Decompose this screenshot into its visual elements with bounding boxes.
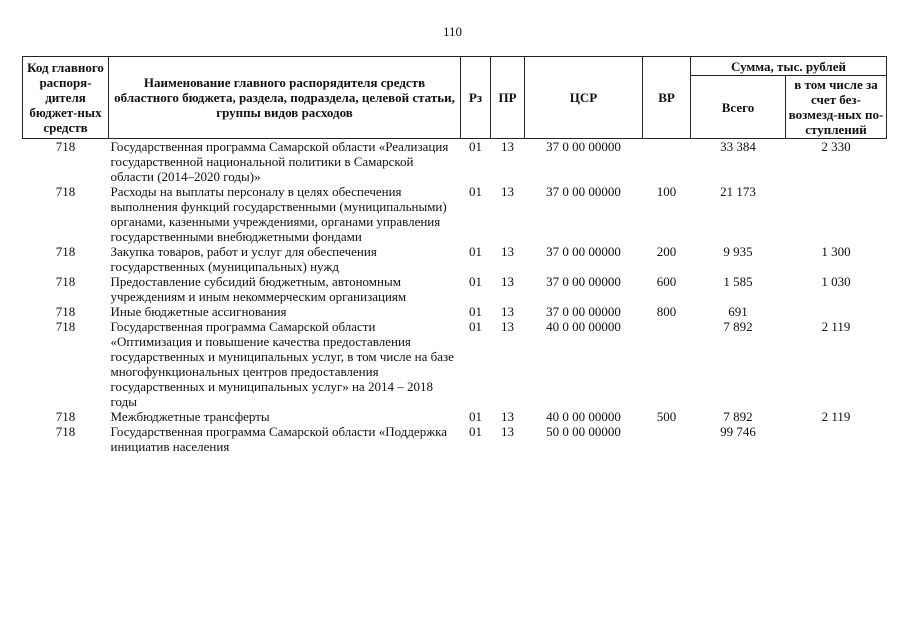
cell-rz: 01 [469, 184, 482, 199]
cell-pr: 13 [501, 424, 514, 439]
cell-pr: 13 [501, 409, 514, 424]
cell-total: 1 585 [723, 274, 753, 289]
cell-nonrepayable [786, 424, 887, 454]
cell-vr: 200 [656, 244, 677, 259]
cell-nonrepayable: 2 119 [821, 319, 851, 334]
cell-total: 9 935 [723, 244, 753, 259]
cell-total: 7 892 [723, 319, 753, 334]
header-rz: Рз [461, 57, 491, 139]
cell-pr: 13 [501, 244, 514, 259]
table-row [23, 409, 887, 424]
cell-rz: 01 [469, 319, 482, 334]
table-body [23, 139, 887, 455]
cell-csr: 37 0 00 00000 [546, 304, 621, 319]
budget-table [22, 56, 887, 454]
table-row [23, 304, 887, 319]
cell-rz: 01 [469, 244, 482, 259]
header-csr: ЦСР [525, 57, 643, 139]
cell-total: 33 384 [720, 139, 756, 154]
header-nonrepayable: в том числе за счет без-возмезд-ных по-ступлений [786, 76, 887, 139]
cell-nonrepayable: 2 119 [821, 409, 851, 424]
cell-code: 718 [55, 139, 76, 154]
cell-name: Государственная программа Самарской области «Оптимизация и повышение качества предоставления государственных и муниципальных услуг, в том числе на базе многофункциональных центров предоставления государственных и муниципальных услуг» на 2014 – 2018 годы [110, 319, 454, 409]
header-code: Код главного распоря-дителя бюджет-ных средств [23, 57, 109, 139]
cell-name: Закупка товаров, работ и услуг для обеспечения государственных (муниципальных) нужд [110, 244, 377, 274]
cell-csr: 37 0 00 00000 [546, 139, 621, 154]
cell-rz: 01 [469, 424, 482, 439]
cell-csr: 37 0 00 00000 [546, 184, 621, 199]
cell-name: Иные бюджетные ассигнования [110, 304, 287, 319]
cell-pr: 13 [501, 274, 514, 289]
table-header [23, 57, 887, 139]
cell-vr: 800 [656, 304, 677, 319]
cell-vr: 500 [656, 409, 677, 424]
cell-vr: 600 [656, 274, 677, 289]
cell-name: Государственная программа Самарской области «Реализация государственной национальной политики в Самарской области (2014–2020 годы)» [110, 139, 449, 184]
cell-rz: 01 [469, 409, 482, 424]
cell-vr [643, 319, 691, 409]
header-pr: ПР [491, 57, 525, 139]
cell-vr: 100 [656, 184, 677, 199]
cell-csr: 50 0 00 00000 [546, 424, 621, 439]
cell-code: 718 [55, 304, 76, 319]
table-row [23, 319, 887, 409]
table-row [23, 184, 887, 244]
header-sum: Сумма, тыс. рублей [691, 57, 887, 76]
cell-rz: 01 [469, 274, 482, 289]
header-name: Наименование главного распорядителя средств областного бюджета, раздела, подраздела, целевой статьи, группы видов расходов [109, 57, 461, 139]
cell-nonrepayable [786, 184, 887, 244]
table-row [23, 424, 887, 454]
cell-nonrepayable [786, 304, 887, 319]
cell-code: 718 [55, 409, 76, 424]
cell-csr: 40 0 00 00000 [546, 409, 621, 424]
cell-vr [643, 139, 691, 185]
table-row [23, 274, 887, 304]
cell-code: 718 [55, 274, 76, 289]
cell-name: Расходы на выплаты персоналу в целях обеспечения выполнения функций государственными (муниципальными) органами, казенными учреждениями, органами управления государственными внебюджетными фондами [110, 184, 447, 244]
table-row [23, 139, 887, 185]
cell-total: 99 746 [720, 424, 756, 439]
cell-csr: 40 0 00 00000 [546, 319, 621, 334]
cell-pr: 13 [501, 304, 514, 319]
cell-vr [643, 424, 691, 454]
cell-nonrepayable: 2 330 [821, 139, 851, 154]
cell-pr: 13 [501, 184, 514, 199]
cell-code: 718 [55, 424, 76, 439]
page-number: 110 [442, 24, 463, 39]
cell-name: Государственная программа Самарской области «Поддержка инициатив населения [110, 424, 448, 454]
cell-rz: 01 [469, 304, 482, 319]
cell-nonrepayable: 1 030 [821, 274, 851, 289]
cell-csr: 37 0 00 00000 [546, 274, 621, 289]
cell-pr: 13 [501, 139, 514, 154]
cell-total: 691 [728, 304, 748, 319]
cell-total: 7 892 [723, 409, 753, 424]
table-row [23, 244, 887, 274]
cell-pr: 13 [501, 319, 514, 334]
cell-code: 718 [55, 184, 76, 199]
cell-name: Предоставление субсидий бюджетным, автономным учреждениям и иным некоммерческим организациям [110, 274, 407, 304]
cell-csr: 37 0 00 00000 [546, 244, 621, 259]
cell-total: 21 173 [720, 184, 756, 199]
header-vr: ВР [643, 57, 691, 139]
header-total: Всего [691, 76, 786, 139]
cell-nonrepayable: 1 300 [821, 244, 851, 259]
cell-rz: 01 [469, 139, 482, 154]
cell-code: 718 [55, 319, 76, 334]
cell-name: Межбюджетные трансферты [110, 409, 270, 424]
cell-code: 718 [55, 244, 76, 259]
